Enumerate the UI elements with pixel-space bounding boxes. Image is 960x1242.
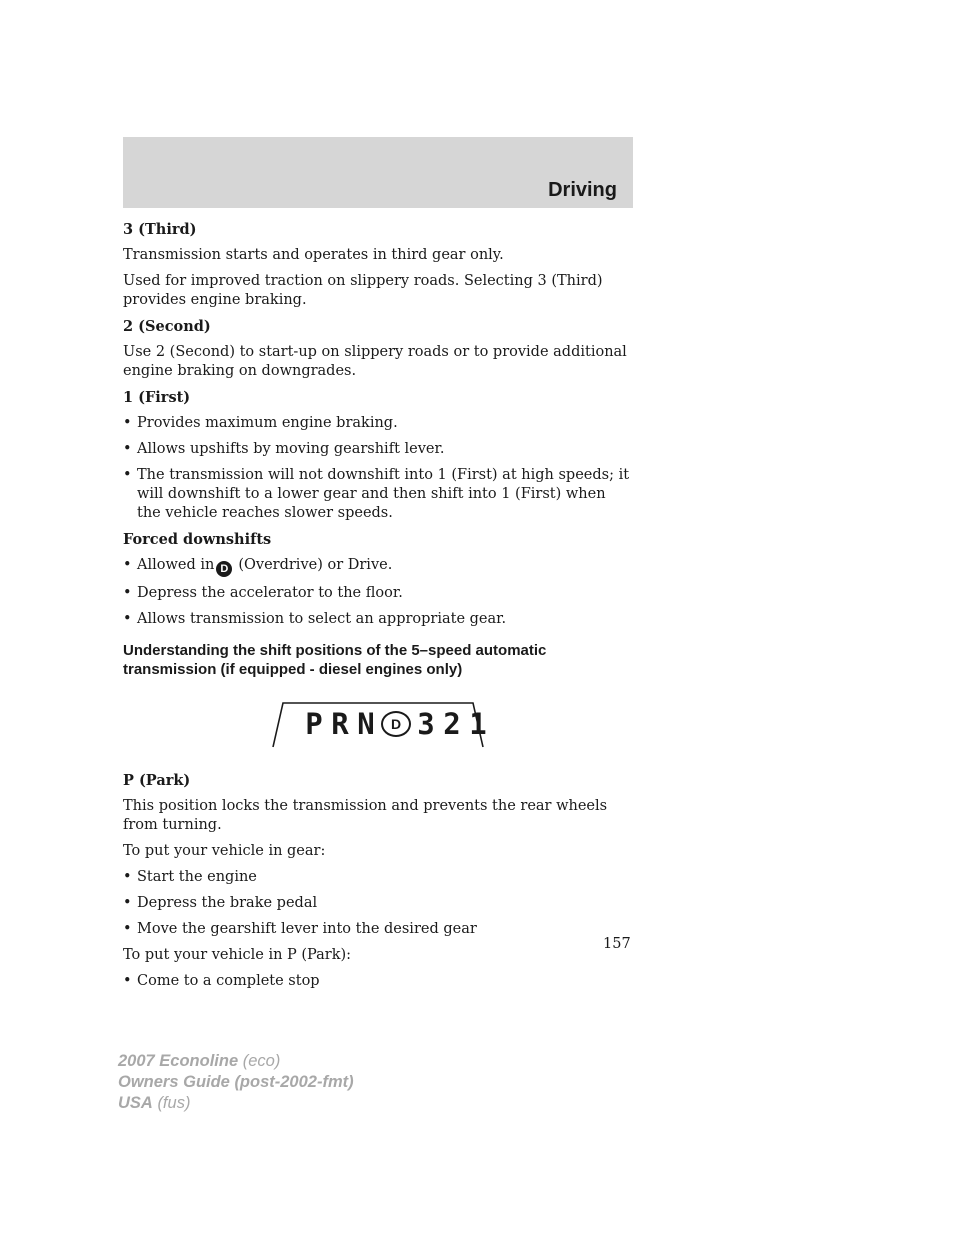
footer-model-code: (eco) xyxy=(242,1052,281,1070)
page-number: 157 xyxy=(603,936,631,952)
bullet-icon: • xyxy=(123,895,132,911)
gear-selector-diagram xyxy=(269,701,487,749)
list-item: • Start the engine xyxy=(123,869,257,885)
overdrive-icon: D xyxy=(216,561,232,577)
paragraph: This position locks the transmission and prevents the rear wheels from turning. xyxy=(123,798,608,833)
bullet-icon: • xyxy=(123,869,132,885)
page-content xyxy=(123,220,633,998)
bullet-icon: • xyxy=(123,921,132,937)
bullet-icon: • xyxy=(123,973,132,989)
selector-position-p: P xyxy=(305,707,323,741)
heading-second: 2 (Second) xyxy=(123,318,211,335)
bullet-icon: • xyxy=(123,611,132,627)
section-header-bar xyxy=(123,137,633,208)
bullet-icon: • xyxy=(123,585,132,601)
bullet-icon: • xyxy=(123,467,132,483)
paragraph: Transmission starts and operates in third gear only. xyxy=(123,247,504,263)
list-item: • Allows upshifts by moving gearshift lever. xyxy=(123,441,445,457)
selector-position-1: 1 xyxy=(469,707,487,741)
list-item: • Move the gearshift lever into the desired gear xyxy=(123,921,477,937)
document-footer xyxy=(118,1051,354,1114)
footer-model: 2007 Econoline xyxy=(118,1052,239,1070)
paragraph: To put your vehicle in P (Park): xyxy=(123,947,352,963)
bullet-icon: • xyxy=(123,441,132,457)
list-item: • Allows transmission to select an appropriate gear. xyxy=(123,611,507,627)
list-item: • Provides maximum engine braking. xyxy=(123,415,398,431)
heading-third: 3 (Third) xyxy=(123,221,197,238)
selector-position-n: N xyxy=(357,707,375,741)
list-item: • Come to a complete stop xyxy=(123,973,320,989)
section-title: Driving xyxy=(548,179,617,201)
heading-first: 1 (First) xyxy=(123,389,191,406)
bullet-icon: • xyxy=(123,557,132,573)
footer-market: USA xyxy=(118,1094,153,1112)
heading-park: P (Park) xyxy=(123,772,191,789)
paragraph: Used for improved traction on slippery roads. Selecting 3 (Third) provides engine braking. xyxy=(123,273,603,308)
selector-position-overdrive-icon: D xyxy=(381,711,411,737)
list-item: • Allowed in D (Overdrive) or Drive. xyxy=(123,557,393,575)
selector-position-3: 3 xyxy=(417,707,435,741)
list-item: • The transmission will not downshift into 1 (First) at high speeds; it will downshift to a lower gear and then shift into 1 (First) when the vehicle reaches slower speeds. xyxy=(123,467,630,521)
gear-selector-figure xyxy=(123,679,633,771)
list-item: • Depress the accelerator to the floor. xyxy=(123,585,403,601)
selector-position-2: 2 xyxy=(443,707,461,741)
footer-guide: Owners Guide (post-2002-fmt) xyxy=(118,1073,354,1091)
heading-shift-positions: Understanding the shift positions of the 5–speed automatic transmission (if equipped - diesel engines only) xyxy=(123,642,547,678)
paragraph: Use 2 (Second) to start-up on slippery roads or to provide additional engine braking on downgrades. xyxy=(123,344,627,379)
heading-forced-downshifts: Forced downshifts xyxy=(123,531,272,548)
bullet-icon: • xyxy=(123,415,132,431)
selector-position-r: R xyxy=(331,707,349,741)
footer-market-code: (fus) xyxy=(157,1094,191,1112)
paragraph: To put your vehicle in gear: xyxy=(123,843,326,859)
list-item: • Depress the brake pedal xyxy=(123,895,318,911)
